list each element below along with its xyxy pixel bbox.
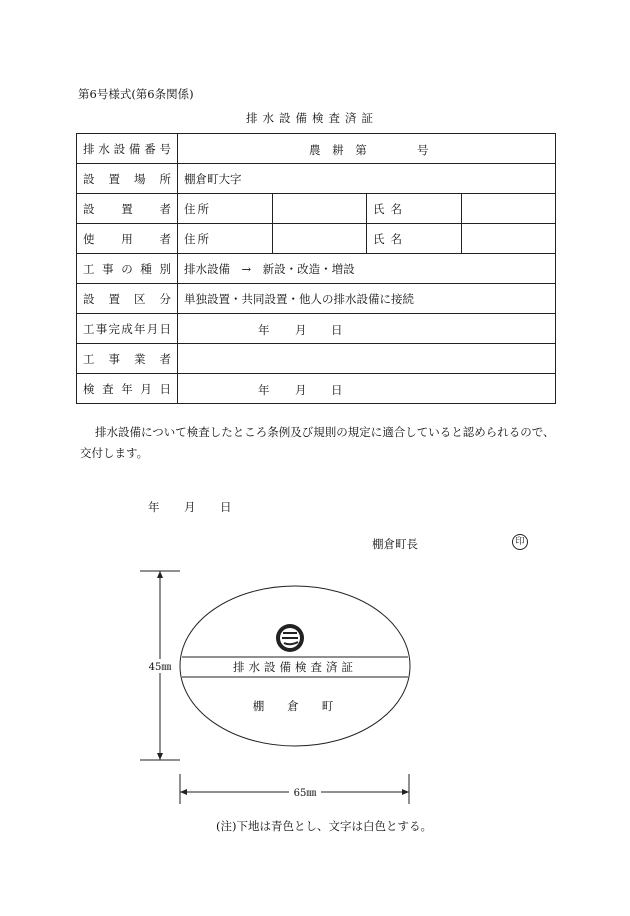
label-char: 号 <box>159 141 171 156</box>
label-text <box>83 261 171 277</box>
label-char: 種 <box>140 261 152 276</box>
installer-address-label: 住所 <box>178 194 273 224</box>
label-char: 工 <box>83 351 95 366</box>
label-text <box>83 291 171 307</box>
label-char: 備 <box>128 141 141 156</box>
label-char: 業 <box>134 351 146 366</box>
label-char: 番 <box>144 141 156 156</box>
label-completion-date <box>77 314 178 344</box>
document-title: 排水設備検査済証 <box>246 111 378 125</box>
label-char: 水 <box>98 141 110 156</box>
value-install-category[interactable]: 単独設置・共同設置・他人の排水設備に接続 <box>178 284 556 314</box>
value-work-type[interactable]: 排水設備 → 新設・改造・増設 <box>178 254 556 284</box>
label-char: 使 <box>83 231 95 246</box>
width-arrow-left <box>180 789 187 795</box>
certification-text: 排水設備について検査したところ条例及び規則の規定に適合していると認められるので、交付します。 <box>80 425 555 460</box>
label-char: 者 <box>159 201 171 216</box>
inspection-month: 月 <box>295 383 307 397</box>
form-id: 第6号様式(第6条関係) <box>78 87 194 101</box>
row-completion-date <box>77 314 556 344</box>
label-char: 置 <box>108 171 120 186</box>
label-installer <box>77 194 178 224</box>
inspection-day: 日 <box>331 383 343 397</box>
inspection-year: 年 <box>258 383 270 397</box>
seal-mark: 印 <box>512 534 528 550</box>
user-address-label: 住所 <box>178 224 273 254</box>
label-char: 日 <box>159 321 171 336</box>
height-label: 45㎜ <box>148 662 172 673</box>
label-install-category <box>77 284 178 314</box>
label-char: 区 <box>134 291 146 306</box>
label-char: 完 <box>108 321 120 336</box>
label-char: 事 <box>108 351 120 366</box>
label-text <box>83 231 171 247</box>
height-arrow-top <box>157 571 163 578</box>
label-text <box>83 201 171 217</box>
installer-address-field[interactable] <box>272 194 367 224</box>
completion-year: 年 <box>258 323 270 337</box>
completion-month: 月 <box>295 323 307 337</box>
width-label: 65㎜ <box>293 788 317 799</box>
plate-band-text: 排水設備検査済証 <box>233 660 357 674</box>
height-arrow-bottom <box>157 753 163 760</box>
user-address-field[interactable] <box>272 224 367 254</box>
label-char: 検 <box>83 381 95 396</box>
label-location <box>77 164 178 194</box>
plate-diagram <box>0 560 630 820</box>
row-contractor <box>77 344 556 374</box>
label-char: 用 <box>121 231 133 246</box>
label-char: 年 <box>121 381 133 396</box>
label-char: 排 <box>83 141 95 156</box>
label-contractor <box>77 344 178 374</box>
label-char: 所 <box>159 171 171 186</box>
label-text <box>83 171 171 187</box>
label-char: 設 <box>83 201 95 216</box>
label-char: 月 <box>146 321 159 336</box>
label-char: 置 <box>108 291 120 306</box>
label-char: 日 <box>159 381 171 396</box>
label-char: の <box>121 261 133 276</box>
row-location <box>77 164 556 194</box>
row-install-category <box>77 284 556 314</box>
label-work-type <box>77 254 178 284</box>
value-completion-date[interactable] <box>178 314 556 344</box>
label-user <box>77 224 178 254</box>
row-installer <box>77 194 556 224</box>
label-char: 査 <box>102 381 114 396</box>
value-location[interactable]: 棚倉町大字 <box>178 164 556 194</box>
row-inspection-date <box>77 374 556 404</box>
label-char: 設 <box>83 171 95 186</box>
completion-day: 日 <box>331 323 343 337</box>
inspection-form-table <box>76 133 556 404</box>
label-char: 場 <box>134 171 146 186</box>
label-text <box>83 141 171 157</box>
label-char: 別 <box>159 261 171 276</box>
label-char: 分 <box>159 291 171 306</box>
plate-town-text: 棚 倉 町 <box>252 699 334 713</box>
number-suffix: 号 <box>417 143 429 157</box>
label-text <box>83 321 171 337</box>
installer-name-field[interactable] <box>461 194 556 224</box>
value-inspection-date[interactable] <box>178 374 556 404</box>
footnote: (注)下地は青色とし、文字は白色とする。 <box>216 819 432 833</box>
issue-day: 日 <box>220 500 232 514</box>
width-arrow-right <box>402 789 409 795</box>
number-prefix: 農 耕 第 <box>309 143 371 157</box>
label-char: 置 <box>121 201 133 216</box>
label-char: 工 <box>83 261 95 276</box>
town-emblem-icon <box>276 624 304 652</box>
user-name-label: 氏名 <box>367 224 462 254</box>
issue-year: 年 <box>148 500 160 514</box>
label-text <box>83 381 171 397</box>
row-number <box>77 134 556 164</box>
label-char: 事 <box>95 321 108 336</box>
label-char: 月 <box>140 381 152 396</box>
user-name-field[interactable] <box>461 224 556 254</box>
label-text <box>83 351 171 367</box>
row-work-type <box>77 254 556 284</box>
label-char: 者 <box>159 231 171 246</box>
issuer-name: 棚倉町長 <box>372 537 418 551</box>
label-char: 成 <box>121 321 133 336</box>
label-number <box>77 134 178 164</box>
value-number[interactable] <box>178 134 556 164</box>
row-user <box>77 224 556 254</box>
issue-month: 月 <box>184 500 196 514</box>
label-inspection-date <box>77 374 178 404</box>
label-char: 設 <box>113 141 126 156</box>
label-char: 設 <box>83 291 95 306</box>
label-char: 年 <box>134 321 146 336</box>
label-char: 者 <box>159 351 171 366</box>
value-contractor[interactable] <box>178 344 556 374</box>
label-char: 工 <box>83 321 95 336</box>
installer-name-label: 氏名 <box>367 194 462 224</box>
label-char: 事 <box>102 261 114 276</box>
